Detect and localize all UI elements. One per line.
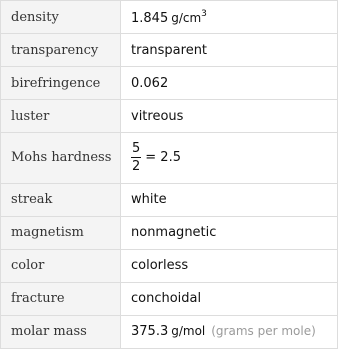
property-value — [121, 1, 338, 34]
molar-mass-unit: g/mol — [171, 324, 206, 339]
property-label: density — [1, 1, 121, 34]
table-row — [1, 315, 338, 348]
property-value: conchoidal — [121, 282, 338, 315]
property-value: vitreous — [121, 100, 338, 133]
property-value: transparent — [121, 34, 338, 67]
density-unit — [171, 8, 207, 25]
property-label: fracture — [1, 282, 121, 315]
property-label: birefringence — [1, 67, 121, 100]
property-label: Mohs hardness — [1, 133, 121, 183]
property-label: molar mass — [1, 315, 121, 348]
property-value: nonmagnetic — [121, 216, 338, 249]
table-row — [1, 1, 338, 34]
property-value — [121, 315, 338, 348]
property-label: color — [1, 249, 121, 282]
mohs-result: = 2.5 — [145, 150, 181, 166]
property-value: colorless — [121, 249, 338, 282]
fraction-numerator: 5 — [132, 141, 141, 157]
fraction-denominator: 2 — [132, 159, 141, 175]
density-unit-exponent: 3 — [201, 8, 207, 19]
property-value: 0.062 — [121, 67, 338, 100]
density-unit-base: g/cm — [171, 10, 202, 25]
table-row — [1, 183, 338, 216]
molar-mass-value: 375.3 — [131, 324, 169, 340]
property-label: transparency — [1, 34, 121, 67]
molar-mass-note: (grams per mole) — [211, 324, 316, 339]
table-row — [1, 100, 338, 133]
property-label: luster — [1, 100, 121, 133]
table-row — [1, 249, 338, 282]
table-row — [1, 67, 338, 100]
property-value: white — [121, 183, 338, 216]
table-row — [1, 133, 338, 183]
table-row — [1, 282, 338, 315]
property-label: magnetism — [1, 216, 121, 249]
table-row — [1, 34, 338, 67]
property-label: streak — [1, 183, 121, 216]
property-value — [121, 133, 338, 183]
density-value: 1.845 — [131, 10, 169, 26]
table-row — [1, 216, 338, 249]
mohs-fraction — [131, 141, 141, 174]
